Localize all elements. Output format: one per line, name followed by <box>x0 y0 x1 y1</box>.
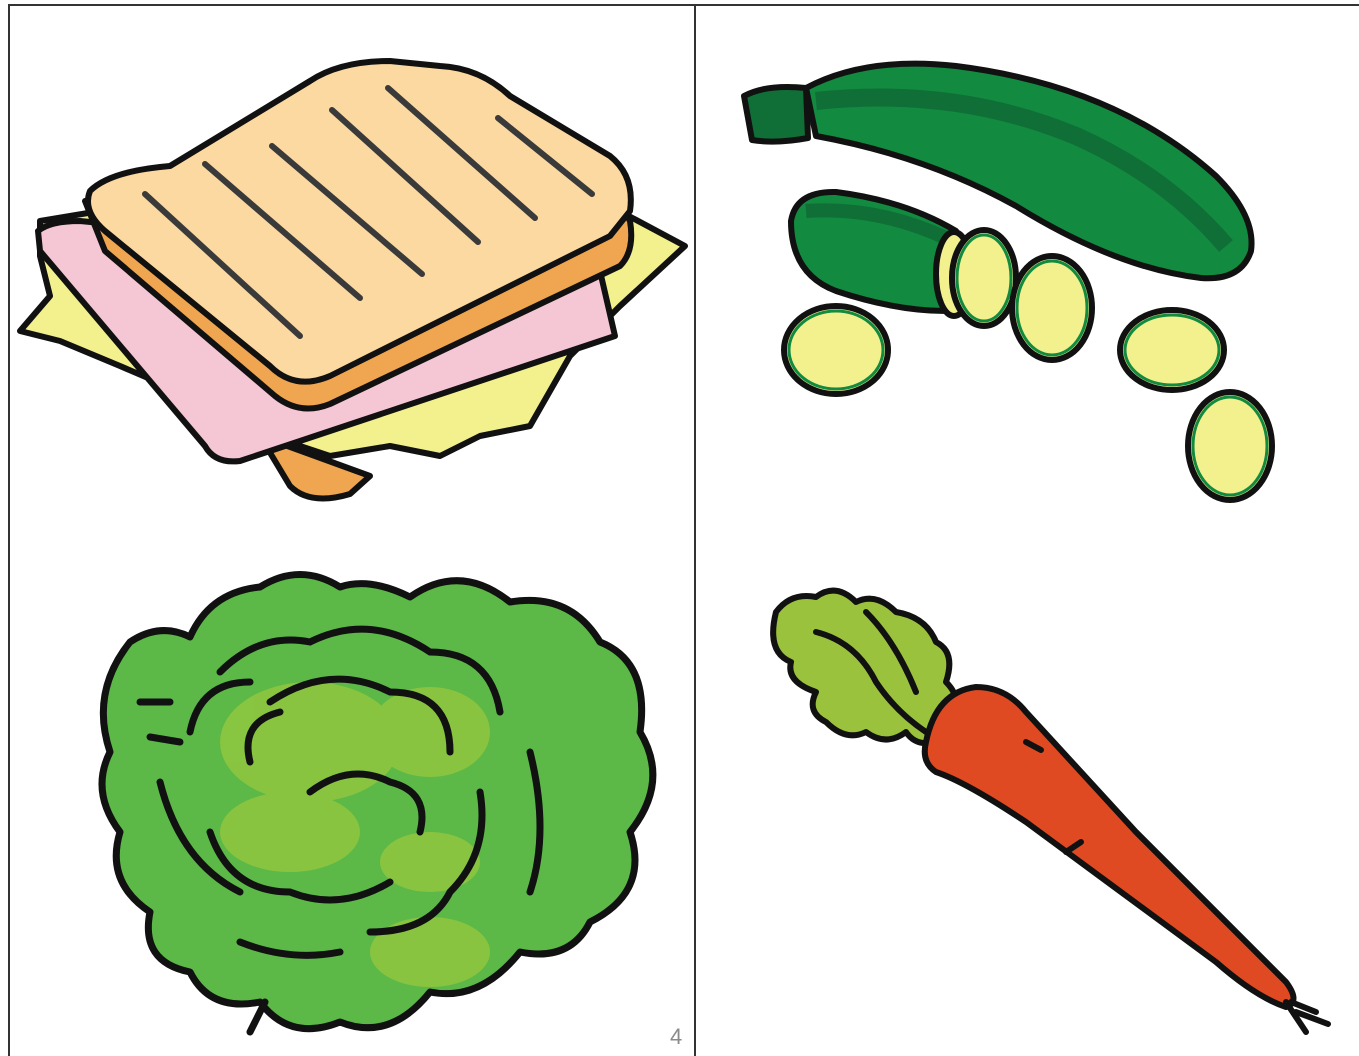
card-carrot <box>694 532 1359 1056</box>
card-zucchini <box>694 4 1359 534</box>
zucchini-icon <box>696 6 1359 534</box>
page-number: 4 <box>670 1024 683 1049</box>
carrot-icon <box>696 532 1359 1056</box>
lettuce-icon <box>10 532 696 1056</box>
sandwich-icon <box>10 6 696 534</box>
card-lettuce <box>8 532 696 1056</box>
card-sandwich <box>8 4 696 534</box>
